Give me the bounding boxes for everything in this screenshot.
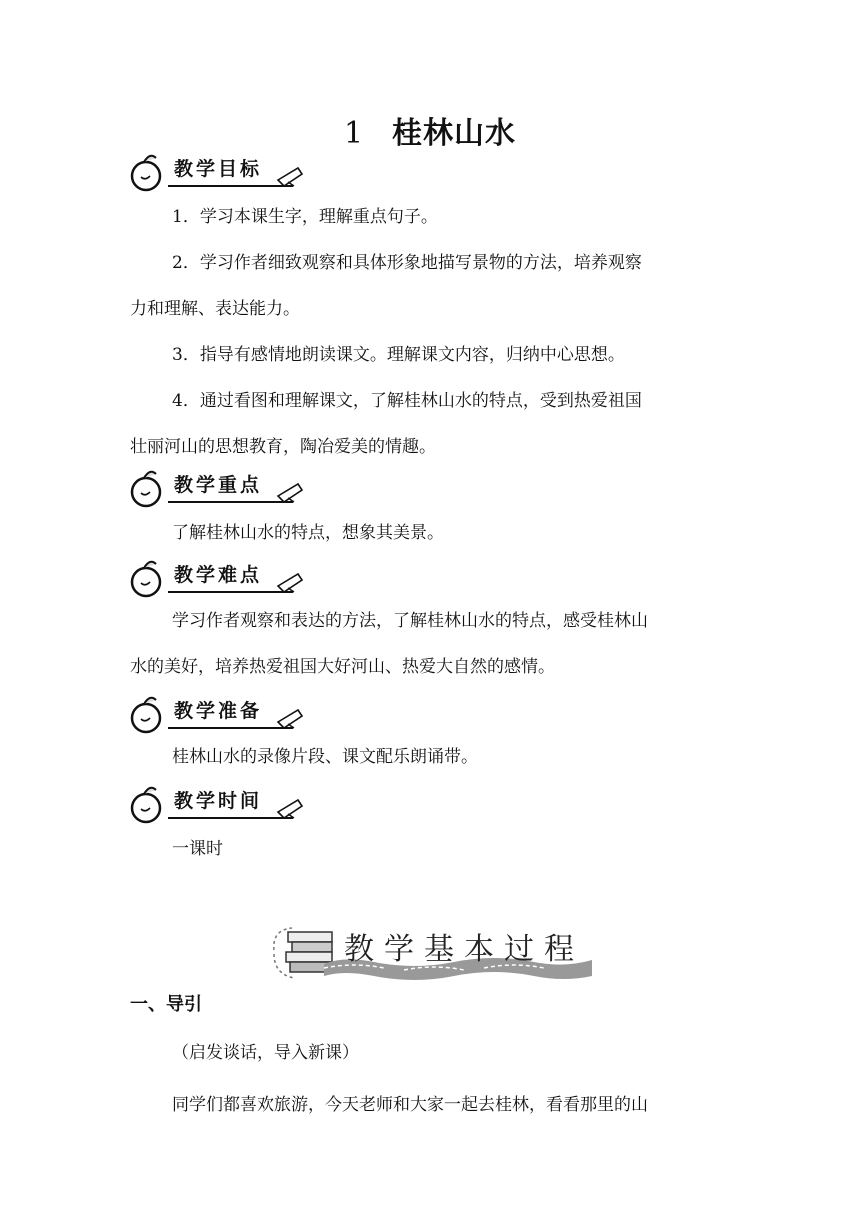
difficulties-text [130, 598, 730, 690]
key-points-heading-label: 教学重点 [174, 474, 263, 496]
goal-item-continued: 壮丽河山的思想教育，陶冶爱美的情趣。 [130, 437, 436, 457]
time-heading-label: 教学时间 [174, 790, 263, 812]
key-points-text [130, 510, 730, 556]
preparation-heading [128, 692, 308, 734]
time-text [130, 826, 730, 872]
goals-heading-label: 教学目标 [174, 158, 263, 180]
key-points-heading [128, 466, 308, 508]
key-points-line: 了解桂林山水的特点，想象其美景。 [172, 523, 444, 543]
goal-item: 2．学习作者细致观察和具体形象地描写景物的方法，培养观察 [172, 253, 642, 273]
lesson-number: 1 [343, 116, 365, 151]
preparation-heading-label: 教学准备 [174, 700, 263, 722]
difficulties-heading-label: 教学难点 [174, 564, 263, 586]
goal-item: 1．学习本课生字，理解重点句子。 [172, 207, 438, 227]
difficulties-line: 学习作者观察和表达的方法，了解桂林山水的特点，感受桂林山 [172, 611, 648, 631]
goals-list [130, 194, 730, 470]
goal-item: 4．通过看图和理解课文，了解桂林山水的特点，受到热爱祖国 [172, 391, 642, 411]
goal-item-continued: 力和理解、表达能力。 [130, 299, 300, 319]
difficulties-line: 水的美好，培养热爱祖国大好河山、热爱大自然的感情。 [130, 657, 555, 677]
goals-heading [128, 150, 308, 192]
preparation-line: 桂林山水的录像片段、课文配乐朗诵带。 [172, 747, 478, 767]
preparation-text [130, 734, 730, 780]
goal-item: 3．指导有感情地朗读课文。理解课文内容，归纳中心思想。 [172, 345, 625, 365]
page-title [0, 108, 860, 152]
process-banner-title: 教学基本过程 [344, 932, 584, 967]
process-banner [264, 910, 604, 990]
step1-note: （启发谈话，导入新课） [172, 1043, 359, 1063]
difficulties-heading [128, 556, 308, 598]
step1-text: 同学们都喜欢旅游，今天老师和大家一起去桂林，看看那里的山 [172, 1095, 648, 1115]
lesson-title: 桂林山水 [392, 116, 517, 151]
step1-body [130, 1030, 730, 1128]
step1-heading: 一、导引 [130, 994, 202, 1015]
time-line: 一课时 [172, 839, 223, 859]
time-heading [128, 782, 308, 824]
